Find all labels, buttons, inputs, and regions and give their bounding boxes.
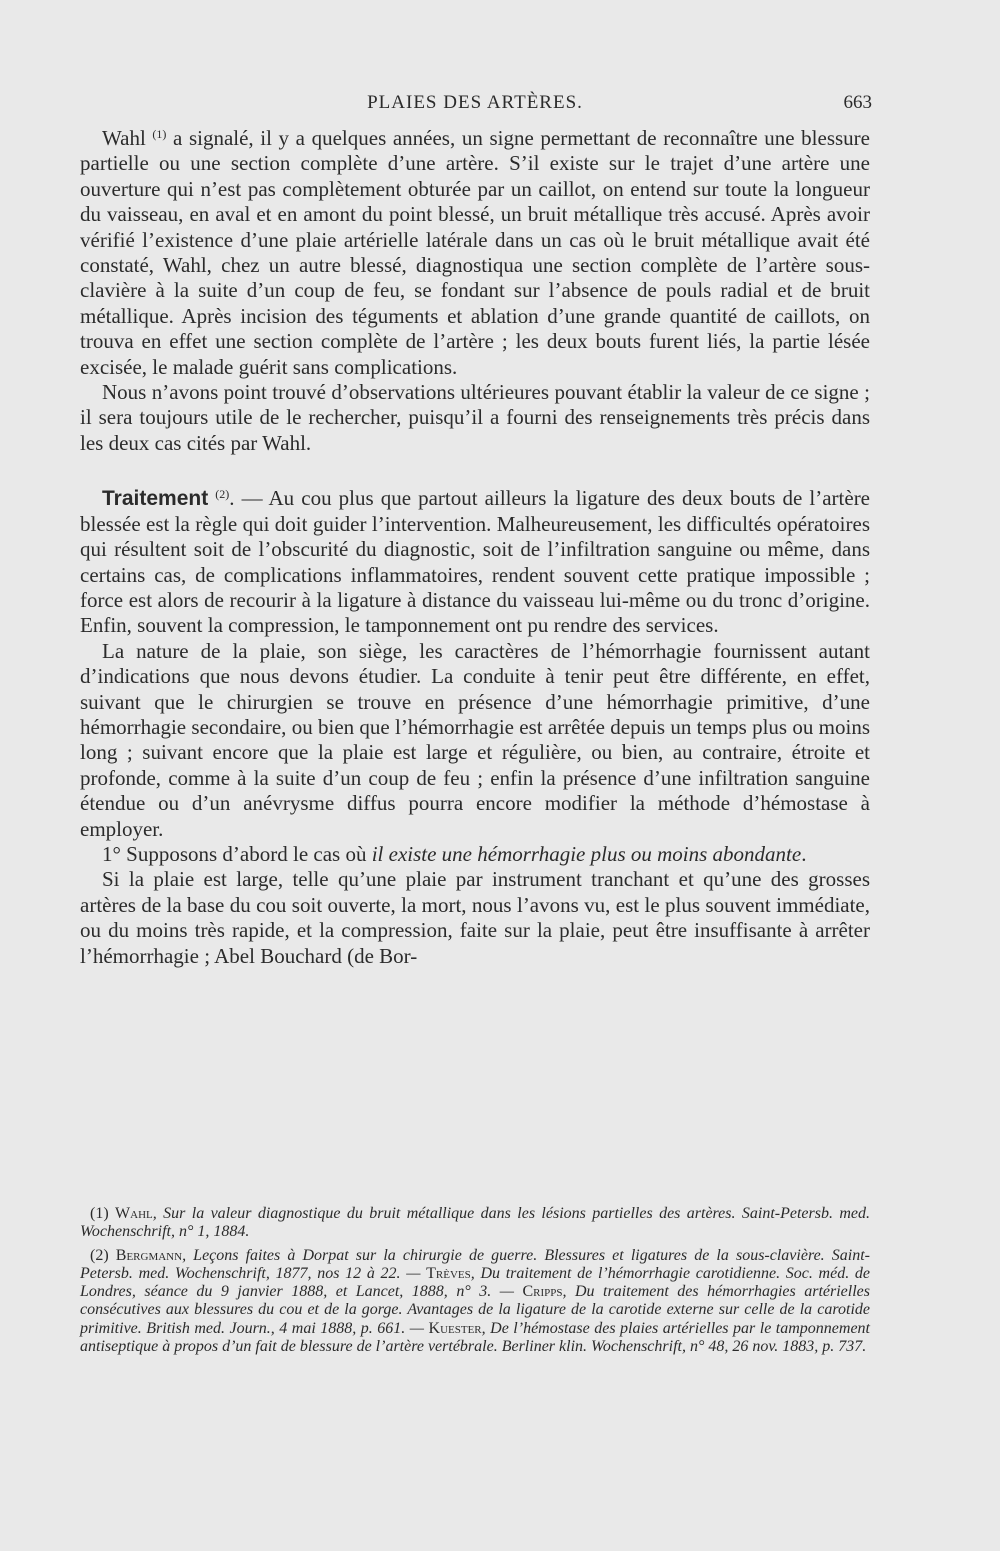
- paragraph-text: 1° Supposons d’abord le cas où: [102, 841, 372, 866]
- footnote-marker: (1): [90, 1205, 109, 1222]
- footnote-author: Bergmann: [115, 1246, 183, 1264]
- footnote-marker: (2): [90, 1246, 109, 1264]
- footnote-text: , Leçons faites à Dorpat sur la chirurgie de guerre. Blessures et ligatures de la sous-clavière. Saint-Petersb. med. Wochenschrift, 1877, nos 12 à 22. —: [80, 1246, 870, 1282]
- paragraph-plaie-large: Si la plaie est large, telle qu’une plaie par instrument tranchant et qu’une des grosses artères de la base du cou soit ouverte, la mort, nous l’avons vu, est le plus souvent immédiate, ou du moins très rapide, et la compression, faite sur la plaie, peut être insuffisante à arrêter l’hémorrhagie ; Abel Bouchard (de Bor-: [80, 867, 870, 968]
- footnote-2: [80, 1247, 870, 1357]
- footnote-text: , Du traitement de l’hémorrhagie carotidienne. Soc. méd. de Londres, séance du 9 janvier 1888, et Lancet, 1888, n° 3. —: [80, 1264, 870, 1301]
- paragraph-wahl-sign: [80, 122, 870, 380]
- footnote-text: , Du traitement des hémorrhagies artérielles consécutives aux blessures du cou et de la gorge. Avantages de la ligature de la carotide externe sur celle de la carotide primitive. British med. Journ., 4 mai 1888, p. 661. —: [80, 1283, 870, 1337]
- paragraph-text: . — Au cou plus que partout ailleurs la ligature des deux bouts de l’artère blessée est la règle qui doit guider l’intervention. Malheureusement, les difficultés opératoires qui résultent soit de l’obscurité du diagnostic, soit de l’infiltration sanguine ou même, dans certains cas, de complications inflammatoires, rendent souvent cette pratique impossible ; force est alors de recourir à la ligature à distance du vaisseau lui-même ou du tronc d’origine. Enfin, souvent la compression, le tamponnement ont pu rendre des services.: [80, 486, 871, 638]
- footnote-text: , Sur la valeur diagnostique du bruit métallique dans les lésions partielles des artères. Saint-Petersb. med. Wochenschrift, n° 1, 1884.: [80, 1205, 871, 1241]
- paragraph-nature-plaie: La nature de la plaie, son siège, les caractères de l’hémorrhagie fournissent autant d’indications que nous devons étudier. La conduite à tenir peut être différente, en effet, suivant que le chirurgien se trouve en présence d’une hémorrhagie primitive, d’une hémorrhagie secondaire, ou bien que l’hémorrhagie est arrêtée depuis un temps plus ou moins long ; suivant encore que la plaie est large et régulière, ou bien, au contraire, étroite et profonde, comme à la suite d’un coup de feu ; enfin la présence d’une infiltration sanguine étendue ou d’un anévrysme diffus pourra encore modifier la méthode d’hémostase à employer.: [80, 638, 870, 841]
- section-heading-traitement: Traitement: [102, 487, 209, 511]
- footnote-ref-2: (2): [215, 487, 230, 502]
- paragraph-observations: Nous n’avons point trouvé d’observations ultérieures pouvant établir la valeur de ce signe ; il sera toujours utile de le rechercher, puisqu’il a fourni des renseignements très précis dans les deux cas cités par Wahl.: [80, 380, 870, 455]
- running-title: PLAIES DES ARTÈRES.: [367, 92, 583, 113]
- paragraph-traitement: [80, 482, 870, 638]
- footnote-author: Kuester: [428, 1319, 482, 1337]
- page-number: 663: [843, 92, 872, 113]
- footnote-text: , De l’hémostase des plaies artérielles par le tamponnement antiseptique à propos d’un fait de blessure de l’artère vertébrale. Berliner klin. Wochenschrift, n° 48, 26 nov. 1883, p. 737.: [80, 1319, 870, 1356]
- author-name: Wahl: [102, 126, 146, 150]
- body-text: [80, 122, 870, 969]
- footnote-ref-1: (1): [152, 127, 167, 141]
- paragraph-supposons: [80, 842, 870, 867]
- footnote-author: Cripps: [522, 1283, 563, 1301]
- footnotes: [80, 1205, 870, 1361]
- footnote-1: [80, 1205, 870, 1242]
- italic-emphasis: il existe une hémorrhagie plus ou moins abondante: [371, 841, 802, 866]
- paragraph-text: .: [801, 841, 807, 866]
- paragraph-text: a signalé, il y a quelques années, un signe permettant de reconnaître une blessure partielle ou une section complète d’une artère. S’il existe sur le trajet d’une artère une ouverture qui n’est pas complètement obturée par un caillot, on entend sur toute la longueur du vaisseau, en aval et en amont du point blessé, un bruit métallique très accusé. Après avoir vérifié l’existence d’une plaie artérielle latérale dans un cas où le bruit métallique avait été constaté, Wahl, chez un autre blessé, diagnostiqua une section complète de l’artère sous-clavière à la suite d’un coup de feu, se fondant sur l’absence de pouls radial et de bruit métallique. Après incision des téguments et ablation d’une grande quantité de caillots, on trouva en effet une section complète de l’artère ; les deux bouts furent liés, la partie lésée excisée, le malade guérit sans complications.: [80, 126, 871, 379]
- footnote-author: Trèves: [426, 1264, 471, 1282]
- footnote-author: Wahl: [115, 1205, 153, 1222]
